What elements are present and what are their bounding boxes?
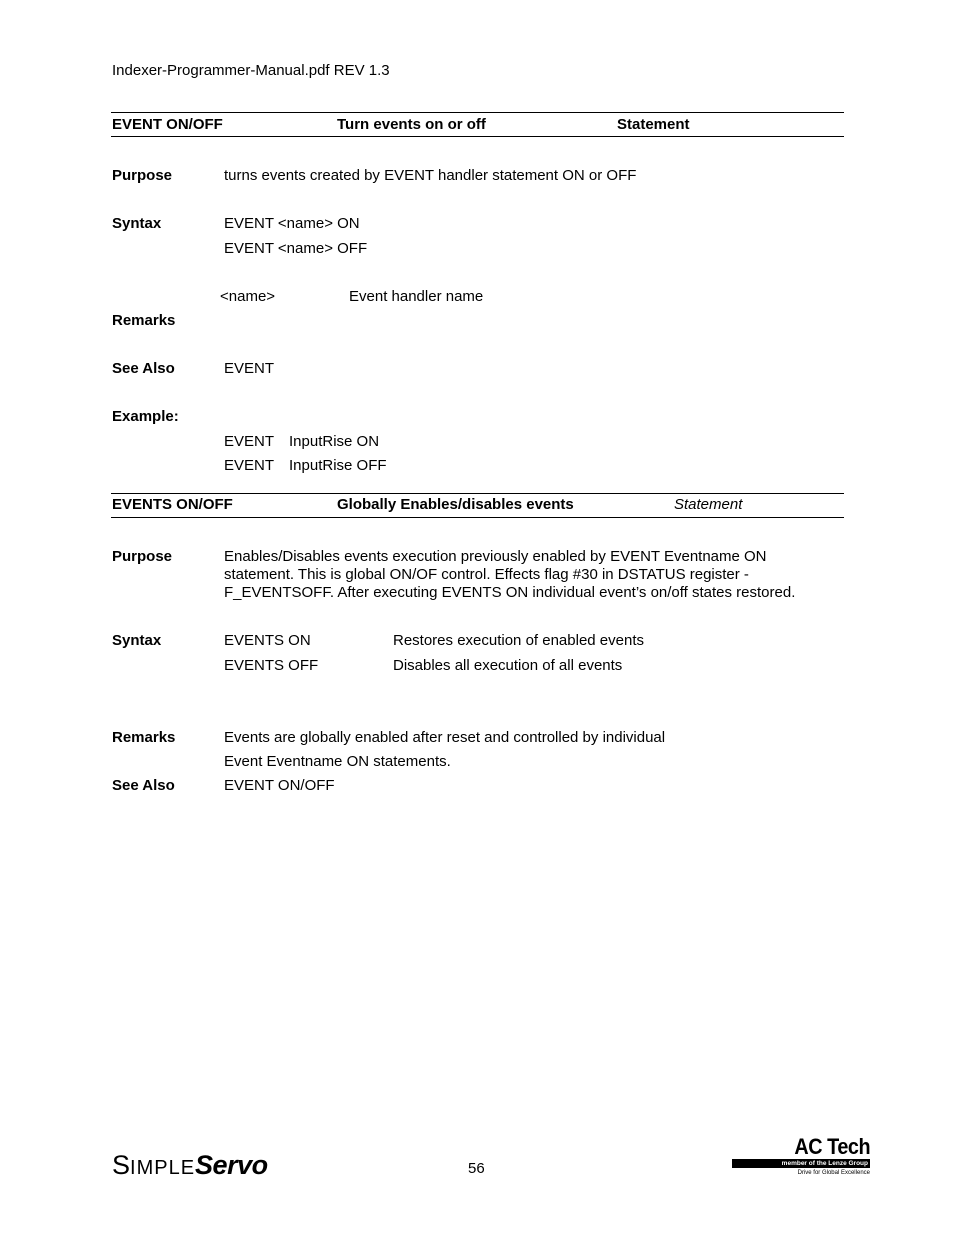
section-rule-top [111, 112, 844, 113]
logo-s-cap: S [112, 1150, 131, 1180]
logo-imple: IMPLE [130, 1157, 196, 1179]
see-also-text: EVENT [224, 360, 275, 377]
simpleservo-logo [112, 1150, 268, 1180]
section-rule-bottom [111, 136, 844, 137]
see-also-label: See Also [112, 777, 175, 794]
see-also-label: See Also [112, 360, 175, 377]
page-number: 56 [468, 1160, 485, 1177]
example-argument: InputRise ON [289, 433, 380, 450]
actech-member-text: member of the Lenze Group [781, 1160, 868, 1167]
section-heading-name: EVENTS ON/OFF [112, 496, 233, 513]
remarks-label: Remarks [112, 312, 176, 329]
syntax-description: Disables all execution of all events [393, 657, 623, 674]
remarks-line: Events are globally enabled after reset and controlled by individual [224, 729, 666, 746]
syntax-description: Restores execution of enabled events [393, 632, 644, 649]
syntax-label: Syntax [112, 632, 162, 649]
logo-servo: Servo [195, 1150, 268, 1180]
section-heading-type: Statement [617, 116, 690, 133]
remarks-label: Remarks [112, 729, 176, 746]
purpose-text: turns events created by EVENT handler statement ON or OFF [224, 167, 637, 184]
section-heading-description: Turn events on or off [337, 116, 486, 133]
example-argument: InputRise OFF [289, 457, 387, 474]
section-rule-top [111, 493, 844, 494]
actech-logo [732, 1136, 872, 1180]
example-command: EVENT [224, 433, 275, 450]
actech-tagline: Drive for Global Excellence [797, 1170, 870, 1176]
syntax-command: EVENTS ON [224, 632, 311, 649]
example-label: Example: [112, 408, 179, 425]
example-command: EVENT [224, 457, 275, 474]
param-description: Event handler name [349, 288, 484, 305]
actech-brand: AC Tech [794, 1134, 870, 1159]
document-header: Indexer-Programmer-Manual.pdf REV 1.3 [112, 62, 390, 79]
syntax-command: EVENTS OFF [224, 657, 319, 674]
section-heading-type: Statement [674, 496, 743, 513]
purpose-line: F_EVENTSOFF. After executing EVENTS ON individual event’s on/off states restored. [224, 584, 796, 601]
purpose-label: Purpose [112, 167, 173, 184]
syntax-label: Syntax [112, 215, 162, 232]
purpose-label: Purpose [112, 548, 173, 565]
purpose-line: Enables/Disables events execution previously enabled by EVENT Eventname ON [224, 548, 767, 565]
syntax-line: EVENT <name> OFF [224, 240, 368, 257]
remarks-line: Event Eventname ON statements. [224, 753, 451, 770]
section-rule-bottom [111, 517, 844, 518]
see-also-text: EVENT ON/OFF [224, 777, 335, 794]
purpose-line: statement. This is global ON/OF control. Effects flag #30 in DSTATUS register - [224, 566, 749, 583]
syntax-line: EVENT <name> ON [224, 215, 360, 232]
section-heading-description: Globally Enables/disables events [337, 496, 574, 513]
section-heading-name: EVENT ON/OFF [112, 116, 223, 133]
param-name: <name> [220, 288, 276, 305]
